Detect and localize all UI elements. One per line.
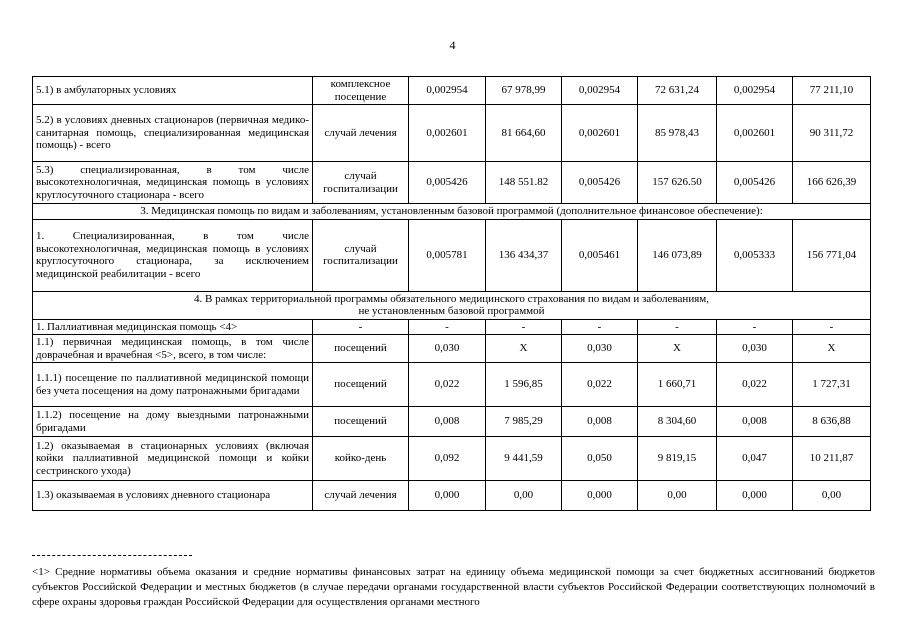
table-row [33,319,871,335]
value-cell: 72 631,24 [638,77,717,105]
value-cell: 0,022 [717,363,793,407]
value-cell: 9 819,15 [638,437,717,481]
value-cell: 0,002954 [562,77,638,105]
value-cell: 0,022 [409,363,486,407]
row-unit-cell: случай лечения [313,481,409,511]
value-cell: - [717,319,793,335]
row-unit-cell: случай госпитализации [313,219,409,291]
value-cell: 136 434,37 [486,219,562,291]
value-cell: 0,000 [562,481,638,511]
value-cell: 166 626,39 [793,162,871,204]
value-cell: 0,092 [409,437,486,481]
value-cell: 0,005461 [562,219,638,291]
value-cell: X [638,335,717,363]
value-cell: 0,047 [717,437,793,481]
section-3 [33,204,871,220]
table-row [33,219,871,291]
value-cell: 0,000 [717,481,793,511]
value-cell: 0,005426 [562,162,638,204]
value-cell: 0,002601 [562,105,638,162]
row-name-cell: 1. Специализированная, в том числе высокотехнологичная, медицинская помощь в условиях круглосуточного стационара, за исключением медицинской реабилитации - всего [33,219,313,291]
value-cell: 0,008 [717,407,793,437]
value-cell: 9 441,59 [486,437,562,481]
section-3-header-row [33,204,871,220]
value-cell: 77 211,10 [793,77,871,105]
row-unit-cell: случай госпитализации [313,162,409,204]
norms-table [32,76,871,511]
row-name-cell: 1.1.2) посещение на дому выездными патронажными бригадами [33,407,313,437]
value-cell: 0,030 [717,335,793,363]
table-row [33,162,871,204]
row-name-cell: 1.3) оказываемая в условиях дневного стационара [33,481,313,511]
section-4 [33,291,871,319]
row-unit-cell: - [313,319,409,335]
value-cell: 8 636,88 [793,407,871,437]
value-cell: 7 985,29 [486,407,562,437]
footnote-text: <1> Средние нормативы объема оказания и средние нормативы финансовых затрат на единицу объема медицинской помощи за счет бюджетных ассигнований бюджетов субъектов Российской Федерации и местных бюджетов (в случае передачи органами государственной власти субъектов Российской Федерации соответствующих полномочий в сфере охраны здоровья граждан Российской Федерации для осуществления органами местного [32,566,875,608]
page-number: 4 [449,38,456,52]
section-3-title: 3. Медицинская помощь по видам и заболеваниям, установленным базовой программой (дополнительное финансовое обеспечение): [33,204,871,220]
value-cell: 0,000 [409,481,486,511]
value-cell: 90 311,72 [793,105,871,162]
table-row [33,77,871,105]
value-cell: 1 727,31 [793,363,871,407]
value-cell: 146 073,89 [638,219,717,291]
value-cell: 0,00 [486,481,562,511]
value-cell: 0,008 [409,407,486,437]
value-cell: 85 978,43 [638,105,717,162]
rows-before [33,77,871,204]
value-cell: 0,002954 [717,77,793,105]
row-unit-cell: койко-день [313,437,409,481]
row-name-cell: 1. Паллиативная медицинская помощь <4> [33,319,313,335]
value-cell: 0,005333 [717,219,793,291]
value-cell: 0,005426 [717,162,793,204]
row-name-cell: 1.2) оказываемая в стационарных условиях (включая койки паллиативной медицинской помощи и койки сестринского ухода) [33,437,313,481]
row-name-cell: 1.1.1) посещение по паллиативной медицинской помощи без учета посещения на дому патронажными бригадами [33,363,313,407]
row-name-cell: 5.3) специализированная, в том числе высокотехнологичная, медицинская помощь в условиях круглосуточного стационара - всего [33,162,313,204]
value-cell: 0,005781 [409,219,486,291]
value-cell: 0,002601 [409,105,486,162]
value-cell: 157 626.50 [638,162,717,204]
value-cell: X [486,335,562,363]
value-cell: 0,030 [562,335,638,363]
footnote-separator [32,555,192,556]
value-cell: 0,008 [562,407,638,437]
value-cell: 0,022 [562,363,638,407]
value-cell: 0,030 [409,335,486,363]
value-cell: 8 304,60 [638,407,717,437]
value-cell: 10 211,87 [793,437,871,481]
section-4-header-row [33,291,871,319]
row-unit-cell: комплексное посещение [313,77,409,105]
table-row [33,105,871,162]
table-row [33,407,871,437]
table-row [33,335,871,363]
value-cell: - [562,319,638,335]
value-cell: - [409,319,486,335]
value-cell: 156 771,04 [793,219,871,291]
section-4-title [33,291,871,319]
section-3-rows [33,219,871,291]
value-cell: - [486,319,562,335]
row-name-cell: 1.1) первичная медицинская помощь, в том числе доврачебная и врачебная <5>, всего, в том числе: [33,335,313,363]
section-4-title-line2: не установленным базовой программой [358,305,545,317]
rows-after [33,319,871,511]
value-cell: 67 978,99 [486,77,562,105]
row-name-cell: 5.1) в амбулаторных условиях [33,77,313,105]
value-cell: 81 664,60 [486,105,562,162]
value-cell: - [793,319,871,335]
value-cell: 0,00 [638,481,717,511]
row-unit-cell: случай лечения [313,105,409,162]
value-cell: 0,002601 [717,105,793,162]
row-name-cell: 5.2) в условиях дневных стационаров (первичная медико-санитарная помощь, специализированная медицинская помощь) - всего [33,105,313,162]
row-unit-cell: посещений [313,335,409,363]
value-cell: 0,00 [793,481,871,511]
value-cell: 1 596,85 [486,363,562,407]
table-row [33,437,871,481]
table-row [33,481,871,511]
value-cell: 0,005426 [409,162,486,204]
row-unit-cell: посещений [313,407,409,437]
value-cell: 0,050 [562,437,638,481]
row-unit-cell: посещений [313,363,409,407]
value-cell: 1 660,71 [638,363,717,407]
value-cell: 0,002954 [409,77,486,105]
value-cell: X [793,335,871,363]
section-4-title-line1: 4. В рамках территориальной программы обязательного медицинского страхования по видам и заболеваниям, [194,292,709,305]
value-cell: 148 551.82 [486,162,562,204]
value-cell: - [638,319,717,335]
table-row [33,363,871,407]
